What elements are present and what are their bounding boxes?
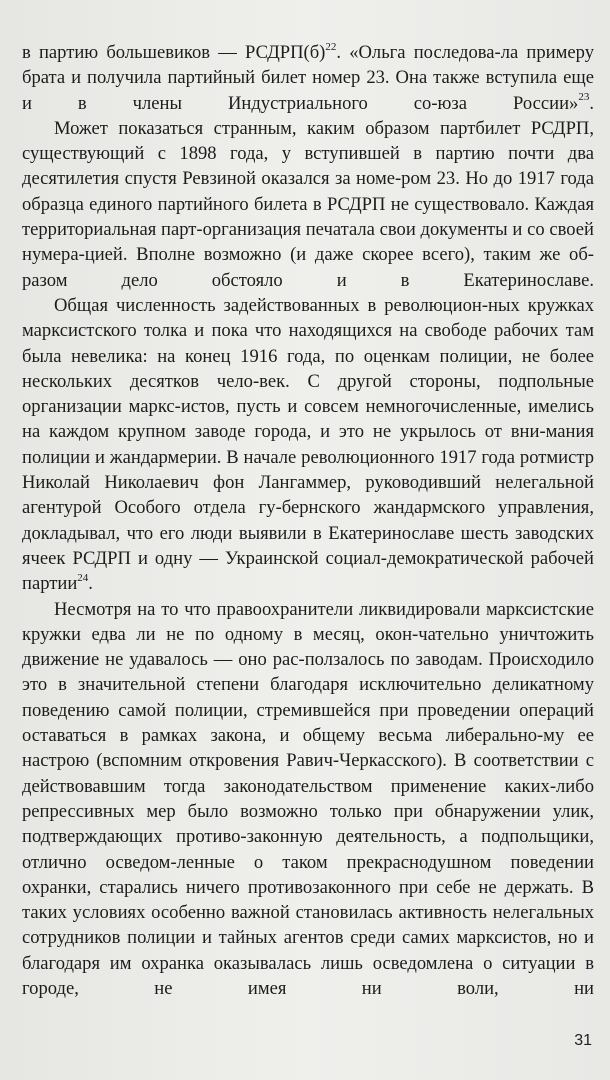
text-run: Может показаться странным, каким образом партбилет РСДРП, существующий с 1898 года, у вступившей в партию почти два десятилетия спустя Ревзиной оказался за номе-ром 23. Но до 1917 года образца единого партийного билета в РСДРП не существовало. Каждая территориальная парт-организация печатала свои документы и со своей нумера-цией. Вполне возможно (и даже скорее всего), таким же об-разом дело обстояло и в Екатеринославе. — [22, 117, 594, 291]
paragraph-2 — [22, 116, 594, 293]
paragraph-1 — [22, 40, 594, 116]
text-run: Несмотря на то что правоохранители ликвидировали марксистские кружки едва ли не по одному в месяц, окон-чательно уничтожить движение не удавалось — оно рас-ползалось по заводам. Происходило это в значительной степени благодаря исключительно деликатному поведению самой полиции, стремившейся при проведении операций оставаться в рамках закона, и общему весьма либерально-му ее настрою (вспомним откровения Равич-Черкасского). В соответствии с действовавшим тогда законодательством применение каких-либо репрессивных мер было возможно только при обнаружении улик, подтверждающих противо-законную деятельность, а подпольщики, отлично осведом-ленные о таком прекраснодушном поведении охранки, старались ничего противозаконного при себе не держать. В таких условиях особенно важной становилась активность нелегальных сотрудников полиции и тайных агентов среди самих марксистов, но и благодаря им охранка оказывалась лишь осведомлена о ситуации в городе, не имея ни воли, ни — [22, 598, 594, 999]
page-number: 31 — [574, 1032, 592, 1049]
text-run: . — [88, 573, 93, 595]
footnote-ref: 22 — [325, 40, 337, 53]
text-run: Общая численность задействованных в революцион-ных кружках марксистского толка и пока что находящихся на свободе рабочих там была невелика: на конец 1916 года, по оценкам полиции, не более нескольких десятков чело-век. С другой стороны, подпольные организации маркс-истов, пусть и совсем немногочисленные, имелись на каждом крупном заводе города, и это не укрылось от вни-мания полиции и жандармерии. В начале революционного 1917 года ротмистр Николай Николаевич фон Лангаммер, руководивший нелегальной агентурой Особого отдела гу-бернского жандармского управления, докладывал, что его люди выявили в Екатеринославе шесть заводских ячеек РСДРП и одну — Украинской социал-демократической рабочей партии — [22, 294, 594, 595]
text-run: в партию большевиков — РСДРП(б) — [22, 42, 326, 63]
text-run: . — [589, 92, 594, 114]
text-run: . «Ольга последова-ла примеру брата и получила партийный билет номер 23. Она также вступила еще и в члены Индустриального со-юза России» — [22, 42, 594, 114]
paragraph-4 — [22, 597, 594, 1002]
footnote-ref: 24 — [77, 572, 89, 585]
footnote-ref: 23 — [578, 91, 590, 104]
paragraph-3 — [22, 293, 594, 597]
